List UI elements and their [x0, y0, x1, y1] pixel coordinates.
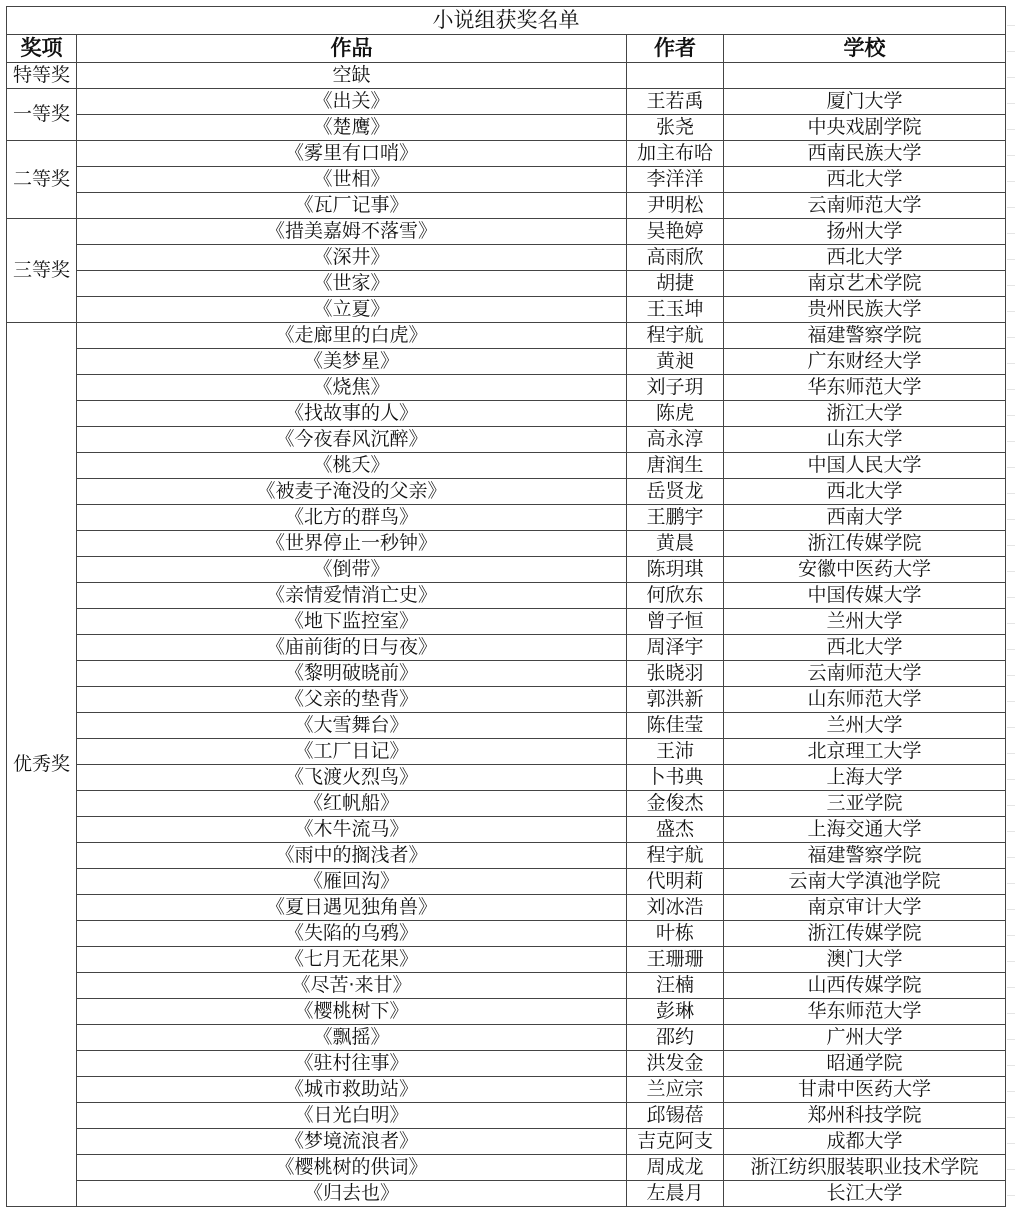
school-cell[interactable] [724, 63, 1006, 89]
author-cell[interactable]: 黄昶 [627, 349, 724, 375]
table-row [7, 271, 1006, 297]
table-row [7, 609, 1006, 635]
author-cell[interactable]: 周泽宇 [627, 635, 724, 661]
author-cell[interactable]: 周成龙 [627, 1155, 724, 1181]
author-cell[interactable]: 王沛 [627, 739, 724, 765]
school-cell[interactable]: 浙江传媒学院 [724, 921, 1006, 947]
work-cell[interactable]: 《立夏》 [77, 297, 627, 323]
award-table [6, 6, 1006, 1207]
school-cell[interactable]: 三亚学院 [724, 791, 1006, 817]
author-cell[interactable]: 程宇航 [627, 843, 724, 869]
author-cell[interactable]: 陈虎 [627, 401, 724, 427]
table-row [7, 219, 1006, 245]
author-cell[interactable] [627, 63, 724, 89]
work-cell[interactable]: 《世相》 [77, 167, 627, 193]
author-cell[interactable]: 陈玥琪 [627, 557, 724, 583]
table-row [7, 63, 1006, 89]
school-cell[interactable]: 郑州科技学院 [724, 1103, 1006, 1129]
author-cell[interactable]: 高雨欣 [627, 245, 724, 271]
school-cell[interactable]: 浙江传媒学院 [724, 531, 1006, 557]
work-cell[interactable]: 《雨中的搁浅者》 [77, 843, 627, 869]
table-row [7, 1103, 1006, 1129]
table-row [7, 635, 1006, 661]
table-row [7, 349, 1006, 375]
author-cell[interactable]: 代明莉 [627, 869, 724, 895]
table-row [7, 323, 1006, 349]
author-cell[interactable]: 刘子玥 [627, 375, 724, 401]
table-row [7, 791, 1006, 817]
table-row [7, 401, 1006, 427]
work-cell[interactable]: 《城市救助站》 [77, 1077, 627, 1103]
school-cell[interactable]: 昭通学院 [724, 1051, 1006, 1077]
school-cell[interactable]: 澳门大学 [724, 947, 1006, 973]
work-cell[interactable]: 《七月无花果》 [77, 947, 627, 973]
work-cell[interactable]: 《桃夭》 [77, 453, 627, 479]
table-row [7, 1077, 1006, 1103]
table-row [7, 505, 1006, 531]
table-row [7, 375, 1006, 401]
work-cell[interactable]: 《出关》 [77, 89, 627, 115]
table-row [7, 843, 1006, 869]
header-author[interactable]: 作者 [627, 35, 724, 63]
table-row [7, 1181, 1006, 1207]
author-cell[interactable]: 郭洪新 [627, 687, 724, 713]
work-cell[interactable]: 《工厂日记》 [77, 739, 627, 765]
school-cell[interactable]: 上海大学 [724, 765, 1006, 791]
author-cell[interactable]: 金俊杰 [627, 791, 724, 817]
work-cell[interactable]: 《今夜春风沉醉》 [77, 427, 627, 453]
table-row [7, 557, 1006, 583]
school-cell[interactable]: 云南师范大学 [724, 661, 1006, 687]
work-cell[interactable]: 《日光白明》 [77, 1103, 627, 1129]
school-cell[interactable]: 华东师范大学 [724, 999, 1006, 1025]
table-row [7, 89, 1006, 115]
author-cell[interactable]: 王珊珊 [627, 947, 724, 973]
author-cell[interactable]: 盛杰 [627, 817, 724, 843]
work-cell[interactable]: 《木牛流马》 [77, 817, 627, 843]
author-cell[interactable]: 李洋洋 [627, 167, 724, 193]
table-row [7, 1025, 1006, 1051]
table-row [7, 115, 1006, 141]
author-cell[interactable]: 张晓羽 [627, 661, 724, 687]
award-cell[interactable]: 二等奖 [7, 141, 77, 219]
school-cell[interactable]: 云南师范大学 [724, 193, 1006, 219]
work-cell[interactable]: 《夏日遇见独角兽》 [77, 895, 627, 921]
work-cell[interactable]: 《找故事的人》 [77, 401, 627, 427]
table-row [7, 973, 1006, 999]
school-cell[interactable]: 广州大学 [724, 1025, 1006, 1051]
table-row [7, 427, 1006, 453]
author-cell[interactable]: 黄晨 [627, 531, 724, 557]
school-cell[interactable]: 广东财经大学 [724, 349, 1006, 375]
header-row [7, 35, 1006, 63]
work-cell[interactable]: 《北方的群鸟》 [77, 505, 627, 531]
school-cell[interactable]: 中央戏剧学院 [724, 115, 1006, 141]
work-cell[interactable]: 《失陷的乌鸦》 [77, 921, 627, 947]
author-cell[interactable]: 刘冰浩 [627, 895, 724, 921]
school-cell[interactable]: 中国人民大学 [724, 453, 1006, 479]
work-cell[interactable]: 《雁回沟》 [77, 869, 627, 895]
school-cell[interactable]: 山西传媒学院 [724, 973, 1006, 999]
work-cell[interactable]: 《尽苦·来甘》 [77, 973, 627, 999]
school-cell[interactable]: 西北大学 [724, 245, 1006, 271]
school-cell[interactable]: 南京艺术学院 [724, 271, 1006, 297]
school-cell[interactable]: 兰州大学 [724, 713, 1006, 739]
work-cell[interactable]: 空缺 [77, 63, 627, 89]
author-cell[interactable]: 何欣东 [627, 583, 724, 609]
work-cell[interactable]: 《美梦星》 [77, 349, 627, 375]
author-cell[interactable]: 程宇航 [627, 323, 724, 349]
school-cell[interactable]: 华东师范大学 [724, 375, 1006, 401]
school-cell[interactable]: 长江大学 [724, 1181, 1006, 1207]
school-cell[interactable]: 山东大学 [724, 427, 1006, 453]
school-cell[interactable]: 西北大学 [724, 167, 1006, 193]
work-cell[interactable]: 《黎明破晓前》 [77, 661, 627, 687]
school-cell[interactable]: 兰州大学 [724, 609, 1006, 635]
school-cell[interactable]: 山东师范大学 [724, 687, 1006, 713]
school-cell[interactable]: 浙江纺织服装职业技术学院 [724, 1155, 1006, 1181]
work-cell[interactable]: 《楚鹰》 [77, 115, 627, 141]
school-cell[interactable]: 成都大学 [724, 1129, 1006, 1155]
work-cell[interactable]: 《措美嘉姆不落雪》 [77, 219, 627, 245]
school-cell[interactable]: 西南民族大学 [724, 141, 1006, 167]
award-cell[interactable]: 一等奖 [7, 89, 77, 141]
award-cell[interactable]: 特等奖 [7, 63, 77, 89]
author-cell[interactable]: 张尧 [627, 115, 724, 141]
school-cell[interactable]: 厦门大学 [724, 89, 1006, 115]
table-row [7, 765, 1006, 791]
school-cell[interactable]: 上海交通大学 [724, 817, 1006, 843]
school-cell[interactable]: 西北大学 [724, 479, 1006, 505]
author-cell[interactable]: 尹明松 [627, 193, 724, 219]
header-work[interactable]: 作品 [77, 35, 627, 63]
work-cell[interactable]: 《世家》 [77, 271, 627, 297]
author-cell[interactable]: 左晨月 [627, 1181, 724, 1207]
work-cell[interactable]: 《走廊里的白虎》 [77, 323, 627, 349]
school-cell[interactable]: 甘肃中医药大学 [724, 1077, 1006, 1103]
author-cell[interactable]: 王玉坤 [627, 297, 724, 323]
work-cell[interactable]: 《世界停止一秒钟》 [77, 531, 627, 557]
author-cell[interactable]: 唐润生 [627, 453, 724, 479]
table-row [7, 141, 1006, 167]
work-cell[interactable]: 《深井》 [77, 245, 627, 271]
author-cell[interactable]: 卜书典 [627, 765, 724, 791]
spreadsheet [6, 6, 1006, 1207]
table-row [7, 687, 1006, 713]
work-cell[interactable]: 《雾里有口哨》 [77, 141, 627, 167]
table-row [7, 947, 1006, 973]
school-cell[interactable]: 西南大学 [724, 505, 1006, 531]
header-award[interactable]: 奖项 [7, 35, 77, 63]
work-cell[interactable]: 《驻村往事》 [77, 1051, 627, 1077]
table-row [7, 531, 1006, 557]
table-row [7, 245, 1006, 271]
work-cell[interactable]: 《樱桃树的供词》 [77, 1155, 627, 1181]
author-cell[interactable]: 彭琳 [627, 999, 724, 1025]
school-cell[interactable]: 南京审计大学 [724, 895, 1006, 921]
work-cell[interactable]: 《飘摇》 [77, 1025, 627, 1051]
work-cell[interactable]: 《红帆船》 [77, 791, 627, 817]
school-cell[interactable]: 扬州大学 [724, 219, 1006, 245]
table-row [7, 193, 1006, 219]
work-cell[interactable]: 《烧焦》 [77, 375, 627, 401]
author-cell[interactable]: 王若禹 [627, 89, 724, 115]
award-cell[interactable]: 三等奖 [7, 219, 77, 323]
table-row [7, 921, 1006, 947]
school-cell[interactable]: 贵州民族大学 [724, 297, 1006, 323]
header-school[interactable]: 学校 [724, 35, 1006, 63]
author-cell[interactable]: 王鹏宇 [627, 505, 724, 531]
table-row [7, 1051, 1006, 1077]
table-row [7, 661, 1006, 687]
sheet-gridlines [1007, 0, 1015, 1215]
table-row [7, 869, 1006, 895]
table-row [7, 583, 1006, 609]
author-cell[interactable]: 陈佳莹 [627, 713, 724, 739]
work-cell[interactable]: 《亲情爱情消亡史》 [77, 583, 627, 609]
author-cell[interactable]: 邵约 [627, 1025, 724, 1051]
work-cell[interactable]: 《地下监控室》 [77, 609, 627, 635]
work-cell[interactable]: 《庙前街的日与夜》 [77, 635, 627, 661]
table-row [7, 479, 1006, 505]
school-cell[interactable]: 西北大学 [724, 635, 1006, 661]
work-cell[interactable]: 《归去也》 [77, 1181, 627, 1207]
author-cell[interactable]: 叶栋 [627, 921, 724, 947]
author-cell[interactable]: 胡捷 [627, 271, 724, 297]
table-row [7, 167, 1006, 193]
work-cell[interactable]: 《父亲的垫背》 [77, 687, 627, 713]
table-row [7, 1155, 1006, 1181]
work-cell[interactable]: 《梦境流浪者》 [77, 1129, 627, 1155]
author-cell[interactable]: 兰应宗 [627, 1077, 724, 1103]
table-row [7, 739, 1006, 765]
author-cell[interactable]: 加主布哈 [627, 141, 724, 167]
work-cell[interactable]: 《飞渡火烈鸟》 [77, 765, 627, 791]
author-cell[interactable]: 邱锡蓓 [627, 1103, 724, 1129]
author-cell[interactable]: 吴艳婷 [627, 219, 724, 245]
table-row [7, 453, 1006, 479]
award-cell[interactable]: 优秀奖 [7, 323, 77, 1207]
table-row [7, 297, 1006, 323]
school-cell[interactable]: 浙江大学 [724, 401, 1006, 427]
author-cell[interactable]: 汪楠 [627, 973, 724, 999]
author-cell[interactable]: 高永淳 [627, 427, 724, 453]
author-cell[interactable]: 曾子恒 [627, 609, 724, 635]
author-cell[interactable]: 岳贤龙 [627, 479, 724, 505]
author-cell[interactable]: 洪发金 [627, 1051, 724, 1077]
author-cell[interactable]: 吉克阿支 [627, 1129, 724, 1155]
work-cell[interactable]: 《大雪舞台》 [77, 713, 627, 739]
work-cell[interactable]: 《樱桃树下》 [77, 999, 627, 1025]
school-cell[interactable]: 北京理工大学 [724, 739, 1006, 765]
table-title[interactable]: 小说组获奖名单 [7, 7, 1006, 35]
school-cell[interactable]: 云南大学滇池学院 [724, 869, 1006, 895]
school-cell[interactable]: 福建警察学院 [724, 843, 1006, 869]
school-cell[interactable]: 福建警察学院 [724, 323, 1006, 349]
school-cell[interactable]: 中国传媒大学 [724, 583, 1006, 609]
work-cell[interactable]: 《倒带》 [77, 557, 627, 583]
table-row [7, 817, 1006, 843]
school-cell[interactable]: 安徽中医药大学 [724, 557, 1006, 583]
work-cell[interactable]: 《被麦子淹没的父亲》 [77, 479, 627, 505]
table-row [7, 999, 1006, 1025]
work-cell[interactable]: 《瓦厂记事》 [77, 193, 627, 219]
table-row [7, 1129, 1006, 1155]
table-row [7, 713, 1006, 739]
table-row [7, 895, 1006, 921]
title-row [7, 7, 1006, 35]
